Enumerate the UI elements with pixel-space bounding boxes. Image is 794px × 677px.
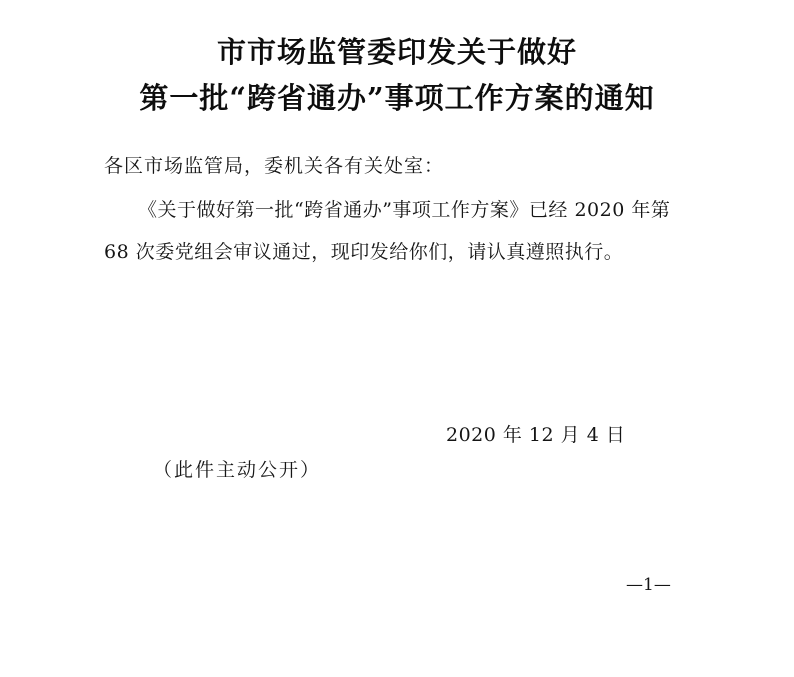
page-number: —1— (626, 575, 671, 595)
document-title-line-2: 第一批“跨省通办”事项工作方案的通知 (139, 81, 655, 115)
body-paragraph-line-1: 《关于做好第一批“跨省通办”事项工作方案》已经 2020 年第 (138, 199, 671, 221)
disclosure-note: （此件主动公开） (153, 459, 322, 481)
salutation: 各区市场监管局，委机关各有关处室： (104, 155, 445, 177)
body-paragraph-line-2: 68 次委党组会审议通过，现印发给你们，请认真遵照执行。 (104, 241, 624, 263)
issue-date: 2020 年 12 月 4 日 (446, 424, 626, 446)
document-title-line-1: 市市场监管委印发关于做好 (216, 35, 577, 69)
